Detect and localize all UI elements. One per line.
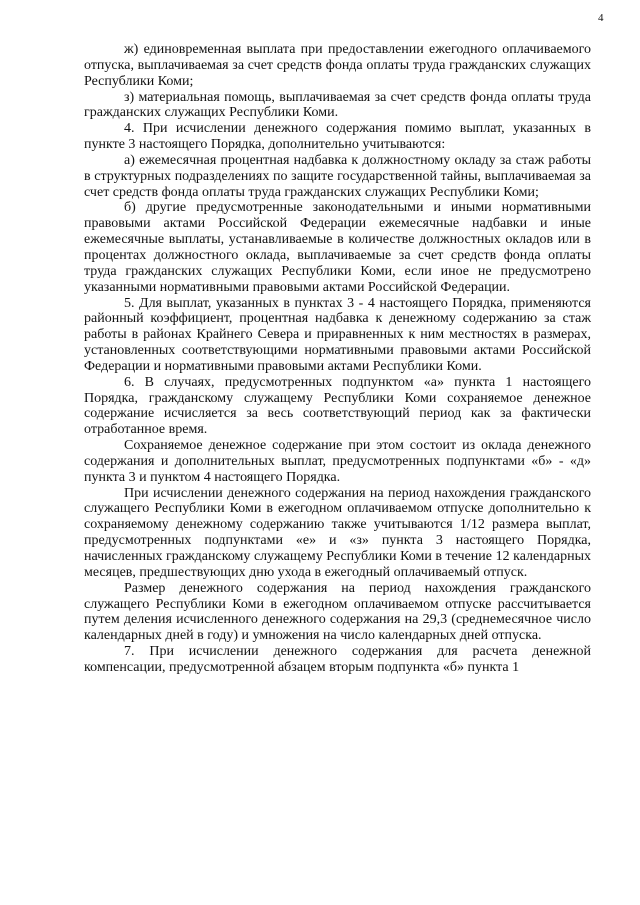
paragraph-z: з) материальная помощь, выплачиваемая за счет средств фонда оплаты труда гражданских служащих Республики Коми. — [84, 89, 591, 121]
paragraph-item-6: 6. В случаях, предусмотренных подпунктом «а» пункта 1 настоящего Порядка, гражданскому служащему Республики Коми сохраняемое денежное содержание исчисляется за весь соответствующий период как за фактически отработанное время. — [84, 374, 591, 438]
paragraph-item-4a: а) ежемесячная процентная надбавка к должностному окладу за стаж работы в структурных подразделениях по защите государственной тайны, выплачиваемая за счет средств фонда оплаты труда гражданских служащих Республики Коми; — [84, 152, 591, 200]
paragraph-retained-salary: Сохраняемое денежное содержание при этом состоит из оклада денежного содержания и дополнительных выплат, предусмотренных подпунктами «б» - «д» пункта 3 и пунктом 4 настоящего Порядка. — [84, 438, 591, 485]
paragraph-item-4: 4. При исчислении денежного содержания помимо выплат, указанных в пункте 3 настоящего Порядка, дополнительно учитываются: — [84, 121, 591, 153]
paragraph-vacation-calculation: При исчислении денежного содержания на период нахождения гражданского служащего Республики Коми в ежегодном оплачиваемом отпуске дополнительно к сохраняемому денежному содержанию также учитываются 1/12 размера выплат, предусмотренных подпунктами «е» и «з» пункта 3 настоящего Порядка, начисленных гражданскому служащему Республики Коми в течение 12 календарных месяцев, предшествующих дню ухода в ежегодный оплачиваемый отпуск. — [84, 485, 591, 580]
document-body — [84, 42, 591, 676]
page-number: 4 — [598, 12, 604, 24]
paragraph-zh: ж) единовременная выплата при предоставлении ежегодного оплачиваемого отпуска, выплачиваемая за счет средств фонда оплаты труда гражданских служащих Республики Коми; — [84, 42, 591, 89]
paragraph-item-4b: б) другие предусмотренные законодательными и иными нормативными правовыми актами Российской Федерации ежемесячные надбавки и иные ежемесячные выплаты, устанавливаемые в количестве должностных окладов или в процентах должностного оклада, выплачиваемые за счет средств фонда оплаты труда гражданских служащих Республики Коми, если иное не предусмотрено указанными нормативными правовыми актами Российской Федерации. — [84, 200, 591, 295]
paragraph-item-7: 7. При исчислении денежного содержания для расчета денежной компенсации, предусмотренной абзацем вторым подпункта «б» пункта 1 — [84, 644, 591, 675]
paragraph-vacation-size: Размер денежного содержания на период нахождения гражданского служащего Республики Коми в ежегодном оплачиваемом отпуске рассчитывается путем деления исчисленного денежного содержания на 29,3 (среднемесячное число календарных дней в году) и умножения на число календарных дней отпуска. — [84, 580, 591, 644]
paragraph-item-5: 5. Для выплат, указанных в пунктах 3 - 4 настоящего Порядка, применяются районный коэффициент, процентная надбавка к денежному содержанию за стаж работы в районах Крайнего Севера и приравненных к ним местностях в размерах, установленных соответствующими нормативными правовыми актами Российской Федерации и нормативными правовыми актами Республики Коми. — [84, 295, 591, 374]
